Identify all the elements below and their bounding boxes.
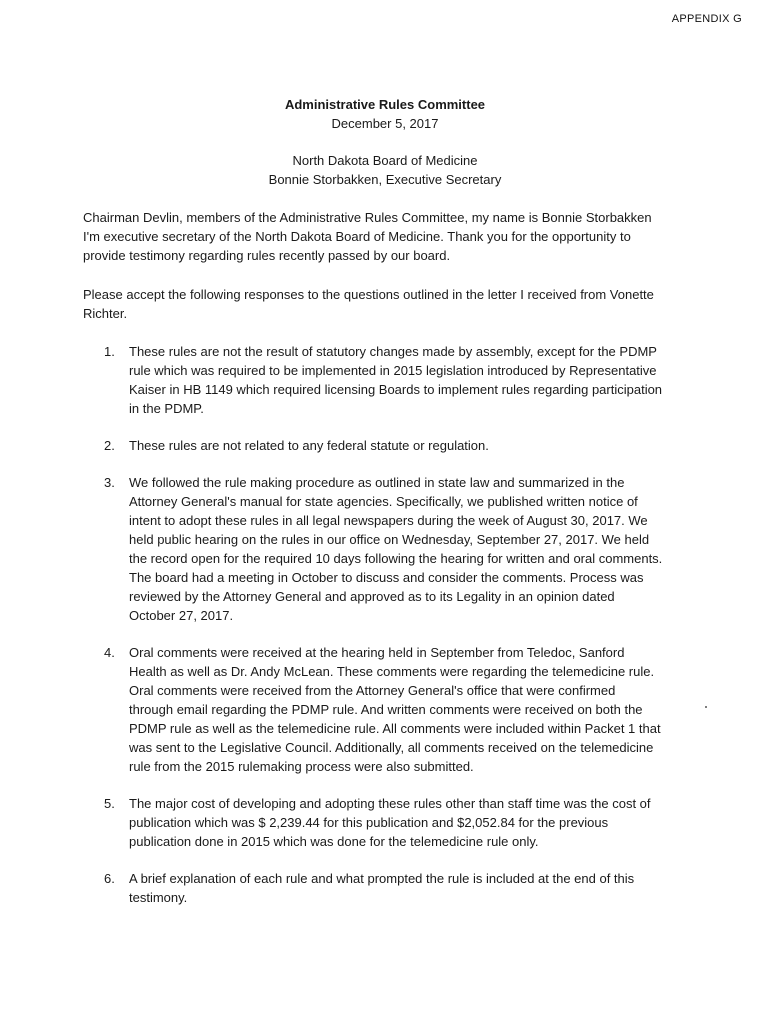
list-item-text: A brief explanation of each rule and what prompted the rule is included at the end of this testimony.	[129, 871, 635, 905]
list-item-number: 1.	[104, 344, 115, 359]
list-item-number: 2.	[104, 438, 115, 453]
list-item	[83, 342, 663, 418]
intro-paragraph: Chairman Devlin, members of the Administrative Rules Committee, my name is Bonnie Storbakken I'm executive secretary of the North Dakota Board of Medicine. Thank you for the opportunity to provide testimony regarding rules recently passed by our board.	[83, 210, 652, 263]
list-item-text: The major cost of developing and adopting these rules other than staff time was the cost of publication which was $ 2,239.44 for this publication and $2,052.84 for the previous publication done in 2015 which was done for the telemedicine rule only.	[129, 796, 651, 849]
list-item-text: We followed the rule making procedure as outlined in state law and summarized in the Attorney General's manual for state agencies. Specifically, we published written notice of intent to adopt these rules in all legal newspapers during the week of August 30, 2017. We held public hearing on the rules in our office on Wednesday, September 27, 2017. We held the record open for the required 10 days following the hearing for written and oral comments. The board had a meeting in October to discuss and consider the comments. Process was reviewed by the Attorney General and approved as to its Legality in an opinion dated October 27, 2017.	[129, 475, 663, 623]
presenter-name: Bonnie Storbakken, Executive Secretary	[268, 172, 502, 187]
appendix-label: APPENDIX G	[671, 13, 742, 25]
list-item-text: These rules are not the result of statutory changes made by assembly, except for the PDMP rule which was required to be implemented in 2015 legislation introduced by Representative Kaiser in HB 1149 which required licensing Boards to implement rules regarding participation in the PDMP.	[129, 344, 663, 416]
list-item-text: Oral comments were received at the hearing held in September from Teledoc, Sanford Health as well as Dr. Andy McLean. These comments were regarding the telemedicine rule. Oral comments were received from the Attorney General's office that were confirmed through email regarding the PDMP rule. And written comments were received on both the PDMP rule as well as the telemedicine rule. All comments were included within Packet 1 that was sent to the Legislative Council. Additionally, all comments received on the telemedicine rule from the 2015 rulemaking process were also submitted.	[129, 645, 661, 774]
document-header	[0, 95, 770, 189]
organization-name: North Dakota Board of Medicine	[292, 153, 478, 168]
list-item-number: 4.	[104, 645, 115, 660]
list-item	[83, 794, 663, 851]
list-item-number: 5.	[104, 796, 115, 811]
list-item	[83, 473, 663, 625]
meeting-date: December 5, 2017	[331, 116, 439, 131]
list-item	[83, 643, 663, 776]
list-item-number: 3.	[104, 475, 115, 490]
list-item-text: These rules are not related to any federal statute or regulation.	[129, 438, 489, 453]
committee-title: Administrative Rules Committee	[284, 97, 486, 112]
header-spacer	[0, 133, 770, 151]
scan-speck	[705, 706, 707, 708]
list-item-number: 6.	[104, 871, 115, 886]
list-item	[83, 436, 663, 455]
request-paragraph: Please accept the following responses to the questions outlined in the letter I received from Vonette Richter.	[83, 287, 654, 321]
list-item	[83, 869, 663, 907]
responses-list	[83, 342, 663, 907]
